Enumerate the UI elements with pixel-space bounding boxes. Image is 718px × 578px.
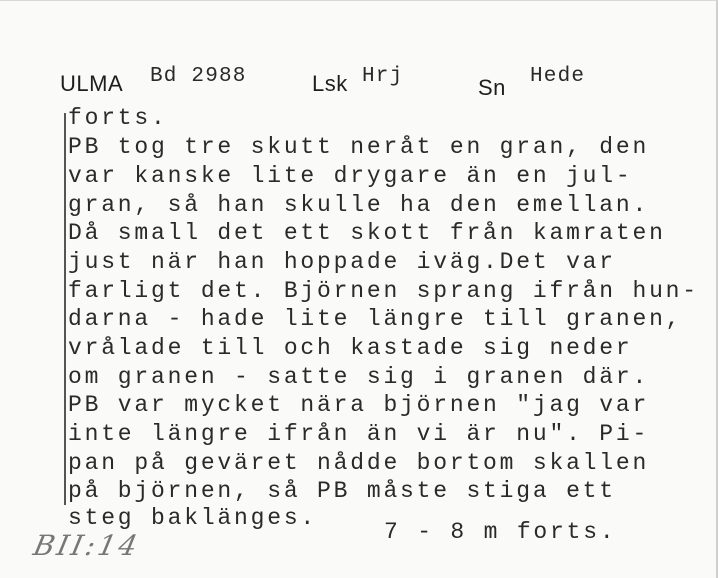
text-line: inte längre ifrån än vi är nu". Pi- xyxy=(68,421,650,447)
continuation-note: 7 - 8 m forts. xyxy=(384,519,617,545)
text-line: steg baklänges. xyxy=(68,505,318,531)
sn-value: Hede xyxy=(530,65,586,88)
text-line: forts. xyxy=(68,105,168,131)
text-line: på björnen, så PB måste stiga ett xyxy=(68,478,616,504)
text-line: PB tog tre skutt neråt en gran, den xyxy=(68,134,650,160)
sn-label: Sn xyxy=(478,75,506,100)
ulma-label: ULMA xyxy=(60,71,124,96)
margin-line xyxy=(64,113,66,505)
text-line: pan på geväret nådde bortom skallen xyxy=(68,450,650,476)
text-line: farligt det. Björnen sprang ifrån hun- xyxy=(68,278,699,304)
text-line: darna - hade lite längre till granen, xyxy=(68,306,683,332)
handwritten-signum: BII:14 xyxy=(30,529,144,562)
text-line: var kanske lite drygare än en jul- xyxy=(68,163,633,189)
text-line: vrålade till och kastade sig neder xyxy=(68,335,633,361)
lsk-value: Hrj xyxy=(362,65,404,88)
text-line: om granen - satte sig i granen där. xyxy=(68,364,650,390)
text-line: just när han hoppade iväg.Det var xyxy=(68,249,616,275)
bd-number: Bd 2988 xyxy=(150,65,247,88)
text-line: Då small det ett skott från kamraten xyxy=(68,220,666,246)
lsk-label: Lsk xyxy=(312,71,348,96)
text-line: PB var mycket nära björnen "jag var xyxy=(68,392,650,418)
text-line: gran, så han skulle ha den emellan. xyxy=(68,192,650,218)
